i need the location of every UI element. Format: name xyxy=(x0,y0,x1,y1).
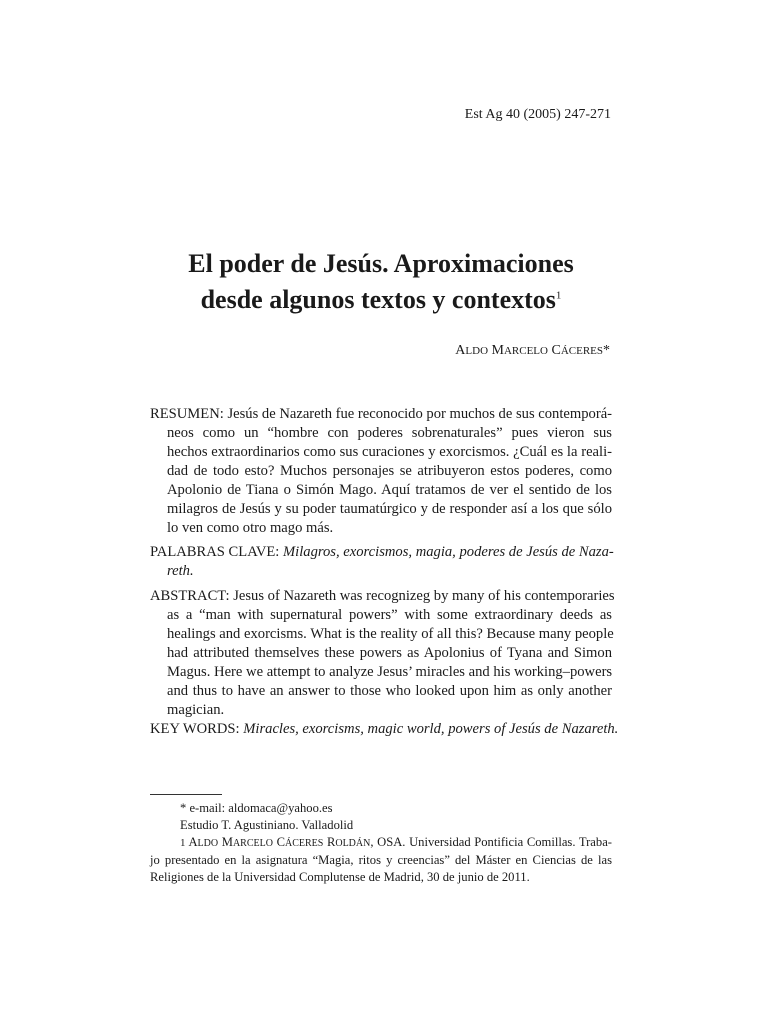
footnote-institution: Estudio T. Agustiniano. Valladolid xyxy=(180,818,354,832)
palabras-clave-line xyxy=(150,562,612,581)
article-title xyxy=(150,246,612,318)
fn1-line1-rest: , OSA. Universidad Pontificia Comillas. Traba- xyxy=(370,835,612,849)
resumen-line: neos como un “hombre con poderes sobrenaturales” pues vieron sus xyxy=(167,425,612,441)
footnote-1-line-1 xyxy=(150,834,612,852)
title-line-2-text: desde algunos textos y contextos xyxy=(200,285,556,314)
palabras-clave-text: reth. xyxy=(167,563,194,579)
abstract-line: Magus. Here we attempt to analyze Jesus’ miracles and his working–powers xyxy=(167,664,613,680)
abstract-text: Jesus of Nazareth was recognizeg by many of his contemporaries xyxy=(233,588,615,604)
fn1-name-part: ÁCERES xyxy=(284,838,324,849)
fn1-name-part: ARCELO xyxy=(232,838,273,849)
footnote-email[interactable]: * e-mail: aldomaca@yahoo.es xyxy=(180,801,333,815)
resumen-line: lo ven como otro mago más. xyxy=(167,520,334,536)
resumen-line: milagros de Jesús y su poder taumatúrgico y de responder así a los que sólo xyxy=(167,501,612,517)
resumen-line: Apolonio de Tiana o Simón Mago. Aquí tratamos de ver el sentido de los xyxy=(167,482,612,498)
author-last-rest: ÁCERES xyxy=(560,345,603,357)
abstract-line: had attributed themselves these powers as Apolonius of Tyana and Simon xyxy=(167,645,612,661)
author-last-initial: C xyxy=(551,343,561,358)
author-middle-initial: M xyxy=(491,343,504,358)
key-words-line xyxy=(150,720,619,739)
author-first-rest: LDO xyxy=(465,345,489,357)
abstract-line: healings and exorcisms. What is the reality of all this? Because many people xyxy=(167,626,614,642)
footnotes-section xyxy=(150,800,612,886)
resumen-text: Jesús de Nazareth fue reconocido por muchos de sus contemporá- xyxy=(227,406,613,422)
resumen-line xyxy=(150,405,612,424)
palabras-clave-line xyxy=(150,543,612,562)
abstract-line: magician. xyxy=(167,702,225,718)
resumen-section xyxy=(150,405,612,538)
key-words-section xyxy=(150,720,619,739)
title-line-1: El poder de Jesús. Aproximaciones xyxy=(188,249,574,278)
palabras-clave-text: Milagros, exorcismos, magia, poderes de Jesús de Naza- xyxy=(283,544,614,560)
resumen-label: RESUMEN: xyxy=(150,406,224,422)
fn1-name-part: M xyxy=(221,835,233,849)
fn1-name-part: C xyxy=(276,835,285,849)
abstract-section xyxy=(150,587,615,720)
author-first-initial: A xyxy=(455,343,466,358)
abstract-line: as a “man with supernatural powers” with some extraordinary deeds as xyxy=(167,607,612,623)
fn1-name-part: A xyxy=(188,835,198,849)
fn1-name-part: LDO xyxy=(197,838,219,849)
abstract-label: ABSTRACT: xyxy=(150,588,230,604)
key-words-label: KEY WORDS: xyxy=(150,721,240,737)
title-line-2 xyxy=(150,282,612,318)
title-footnote-mark[interactable]: 1 xyxy=(555,289,562,302)
fn1-name-part: R xyxy=(326,835,336,849)
journal-reference: Est Ag 40 (2005) 247-271 xyxy=(464,107,611,122)
abstract-line xyxy=(150,587,615,606)
palabras-clave-label: PALABRAS CLAVE: xyxy=(150,544,280,560)
fn1-name-part: OLDÁN xyxy=(335,838,371,849)
resumen-line: dad de todo esto? Muchos personajes se atribuyeron estos poderes, como xyxy=(167,463,612,479)
footnote-1-line-2: jo presentado en la asignatura “Magia, ritos y creencias” del Máster en Ciencias de las xyxy=(150,853,612,867)
abstract-line: and thus to have an answer to those who looked upon him as only another xyxy=(167,683,612,699)
footnote-divider xyxy=(150,794,222,795)
author-middle-rest: ARCELO xyxy=(503,345,548,357)
resumen-line: hechos extraordinarios como sus curaciones y exorcismos. ¿Cuál es la reali- xyxy=(167,444,612,460)
footnote-1-line-3: Religiones de la Universidad Complutense de Madrid, 30 de junio de 2011. xyxy=(150,870,530,884)
author-name xyxy=(455,342,610,360)
author-footnote-mark[interactable]: * xyxy=(603,343,610,358)
footnote-1-mark: 1 xyxy=(180,837,186,849)
key-words-text: Miracles, exorcisms, magic world, powers of Jesús de Nazareth. xyxy=(243,721,619,737)
palabras-clave-section xyxy=(150,543,612,581)
